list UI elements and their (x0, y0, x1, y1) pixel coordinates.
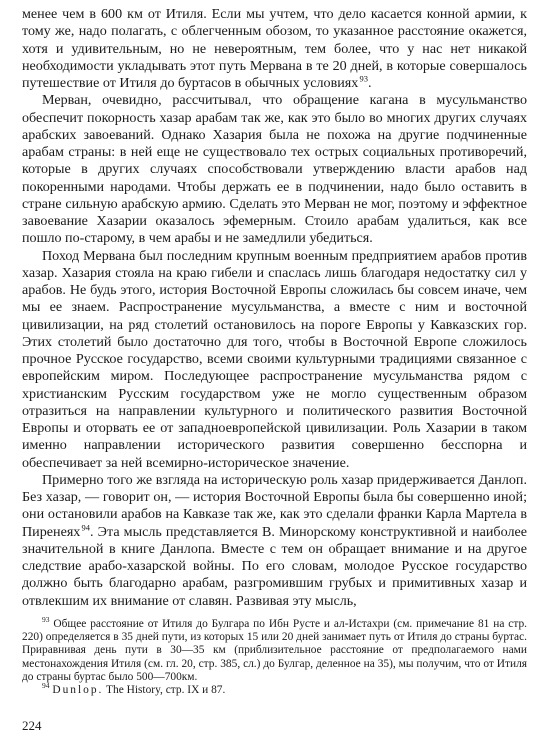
paragraph-2: Мерван, очевидно, рассчитывал, что обращение кагана в мусульманство обеспечит покорность хазар арабам так же, как это было во многих других случаях арабских завоеваний. Однако Хазария была не похожа на другие подчиненные арабам страны: в ней еще не существовало тех острых социальных противоречий, которые в других случаях способствовали утверждению власти арабов над покоренными народами. Чтобы держать ее в подчинении, надо было оставить в стране сильную арабскую армию. Сделать это Мерван не мог, поэтому и эффектное завоевание Хазарии оказалось эфемерным. Стоило арабам удалиться, как все пошло по-старому, в чем арабы и не замедлили убедиться. (22, 92, 527, 247)
book-page (22, 6, 527, 698)
paragraph-3: Поход Мервана был последним крупным военным предприятием арабов против хазар. Хазария стояла на краю гибели и спаслась лишь благодаря недостатку сил у арабов. Не будь этого, история Восточной Европы сложилась бы совсем иначе, чем мы ее знаем. Распространение мусульманства, а вместе с ним и восточной цивилизации, на ряд столетий остановилось на пороге Европы у Кавказских гор. Этих столетий было достаточно для того, чтобы в Восточной Европе сложилось прочное Русское государство, всеми своими культурными традициями связанное с европейским миром. Последующее распространение мусульманства рядом с христианским Русским государством уже не могло существенным образом отразиться на направлении культурного и политического развития Восточной Европы и оторвать ее от западноевропейской цивилизации. Роль Хазарии в таком именно направлении исторического развития совершенно бесспорна и обеспечивает за ней всемирно-историческое значение. (22, 247, 527, 471)
paragraph-4-text-after: . Эта мысль представляется В. Минорскому конструктивной и наиболее значительной в книге Данлопа. Вместе с тем он обращает внимание и на другое следствие арабо-хазарской войны. По его словам, молодое Русское государство должно быть благодарно арабам, разгромившим грубых и примитивных хазар и отвлекшим их внимание от славян. Развивая эту мысль, (22, 523, 527, 609)
footnote-94-author: Dunlop. (52, 684, 104, 697)
footnote-94-text: The History, стр. IX и 87. (106, 684, 226, 697)
paragraph-1: менее чем в 600 км от Итиля. Если мы учтем, что дело касается конной армии, к тому же, надо полагать, с облегченным обозом, то указанное расстояние окажется, хотя и удивительным, но не невероятным, тем более, что у нас нет никакой необходимости укладывать этот путь Мервана в те 20 дней, в которые совершалось путешествие от Итиля до буртасов в обычных условиях $^{93}$. (22, 6, 527, 91)
footnote-93-number: 93 (42, 614, 50, 624)
footnote-ref-94[interactable]: 94 (81, 521, 91, 532)
footnotes (22, 614, 527, 698)
paragraph-1-text: менее чем в 600 км от Итиля. Если мы учтем, что дело касается конной армии, к тому же, надо полагать, с облегченным обозом, то указанное расстояние окажется, хотя и удивительным, но не невероятным, тем более, что у нас нет никакой необходимости укладывать этот путь Мервана в те 20 дней, в которые совершалось путешествие от Итиля до буртасов в обычных условиях (22, 6, 527, 91)
footnote-ref-93[interactable]: 93 (359, 73, 368, 84)
footnote-94 (22, 681, 527, 697)
footnote-93-text: Общее расстояние от Итиля до Булгара по Ибн Русте и ал-Истахри (см. примечание 81 на стр. 220) определяется в 35 дней пути, из которых 15 или 20 дней занимает путь от Итиля до страны буртас. Приравнивая день пути в 30—35 км (приблизительное расстояние от предполагаемого нами местонахождения Итиля (см. гл. 20, стр. 385, сл.) до Булгар, деленное на 35), мы получим, что от Итиля до страны буртас было 500—700км. (22, 617, 527, 683)
footnote-93 (22, 614, 527, 684)
footnote-94-number: 94 (42, 681, 50, 691)
paragraph-4 (22, 472, 527, 610)
page-number: 224 (22, 718, 42, 733)
paragraph-4-text-before: Примерно того же взгляда на историческую роль хазар придерживается Данлоп. Без хазар, — говорит он, — история Восточной Европы была бы совершенно иной; они остановили арабов на Кавказе так же, как это сделали франки Карла Мартела в Пиренеях (22, 471, 527, 540)
